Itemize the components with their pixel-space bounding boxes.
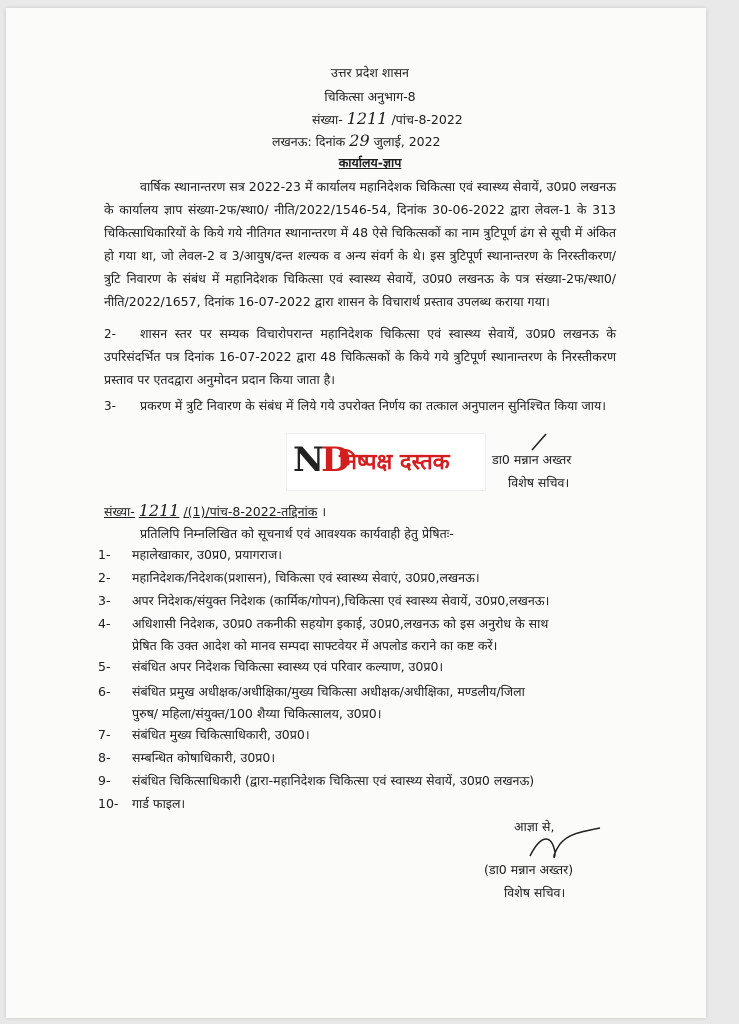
- number-handwritten: 1211: [346, 109, 388, 128]
- copy-number-label: संख्या-: [104, 504, 135, 519]
- signatory-2-name: (डा0 मन्नान अख्तर): [484, 862, 574, 877]
- list-item-number: 3-: [98, 593, 111, 608]
- number-suffix: /पांच-8-2022: [391, 112, 463, 127]
- list-item-text: संबंधित प्रमुख अधीक्षक/अधीक्षिका/मुख्य चिकित्सा अधीक्षक/अधीक्षिका, मण्डलीय/जिला: [132, 684, 525, 699]
- copy-number-suffix: /(1)/पांच-8-2022-तद्दिनांक: [183, 504, 318, 519]
- list-item-text-continued: प्रेषित कि उक्त आदेश को मानव सम्पदा साफ्टवेयर में अपलोड कराने का कष्ट करें।: [132, 638, 498, 653]
- newspaper-logo: [286, 433, 486, 491]
- header-date: [272, 132, 441, 151]
- copy-number-end: ।: [321, 504, 327, 519]
- list-item-number: 9-: [98, 773, 111, 788]
- copy-number: [104, 502, 326, 521]
- list-item-number: 6-: [98, 684, 111, 699]
- by-order: आज्ञा से,: [514, 819, 555, 834]
- date-label: लखनऊ: दिनांक: [272, 134, 346, 149]
- paragraph-3-text: प्रकरण में त्रुटि निवारण के संबंध में लिये गये उपरोक्त निर्णय का तत्काल अनुपालन सुनिश्चित किया जाय।: [140, 398, 607, 413]
- signature-scribble: [520, 826, 610, 866]
- paragraph-3-number: 3-: [104, 399, 116, 413]
- paragraph-2-text: शासन स्तर पर सम्यक विचारोपरान्त महानिदेशक चिकित्सा एवं स्वास्थ्य सेवायें, उ0प्र0 लखनऊ के उपरिसंदर्भित पत्र दिनांक 16-07-2022 द्वारा 48 चिकित्सकों के किये गये त्रुटिपूर्ण स्थानान्तरण के निरस्तीकरण प्रस्ताव पर एतदद्वारा अनुमोदन प्रदान किया जाता है।: [104, 326, 616, 387]
- logo-text: निष्पक्ष दस्तक: [339, 450, 450, 475]
- copy-intro: प्रतिलिपि निम्नलिखित को सूचनार्थ एवं आवश्यक कार्यवाही हेतु प्रेषितः-: [140, 526, 454, 541]
- header-section: चिकित्सा अनुभाग-8: [324, 89, 416, 104]
- copy-number-handwritten: 1211: [138, 501, 180, 520]
- header-number: [312, 110, 463, 129]
- date-suffix: जुलाई, 2022: [373, 134, 441, 149]
- list-item-text-continued: पुरुष/ महिला/संयुक्त/100 शैय्या चिकित्सालय, उ0प्र0।: [132, 706, 382, 721]
- signature-mark: [528, 430, 552, 452]
- paragraph-1: [104, 175, 616, 313]
- logo-monogram: ND: [293, 440, 348, 480]
- list-item-text: अपर निदेशक/संयुक्त निदेशक (कार्मिक/गोपन),चिकित्सा एवं स्वास्थ्य सेवायें, उ0प्र0,लखनऊ।: [132, 593, 550, 608]
- office-memo-title: कार्यालय-ज्ञाप: [338, 155, 402, 170]
- list-item-text: महालेखाकार, उ0प्र0, प्रयागराज।: [132, 547, 282, 562]
- list-item-text: गार्ड फाइल।: [132, 796, 186, 811]
- list-item-number: 8-: [98, 750, 111, 765]
- list-item-number: 4-: [98, 616, 111, 631]
- list-item-number: 7-: [98, 727, 111, 742]
- paragraph-2-number: 2-: [104, 327, 116, 341]
- list-item-text: संबंधित अपर निदेशक चिकित्सा स्वास्थ्य एवं परिवार कल्याण, उ0प्र0।: [132, 659, 444, 674]
- list-item-text: अधिशासी निदेशक, उ0प्र0 तकनीकी सहयोग इकाई, उ0प्र0,लखनऊ को इस अनुरोध के साथ: [132, 616, 549, 631]
- list-item-text: सम्बन्धित कोषाधिकारी, उ0प्र0।: [132, 750, 276, 765]
- signatory-name: डा0 मन्नान अख्तर: [492, 452, 572, 467]
- list-item-text: संबंधित चिकित्साधिकारी (द्वारा-महानिदेशक चिकित्सा एवं स्वास्थ्य सेवायें, उ0प्र0 लखनऊ): [132, 773, 535, 788]
- list-item-text: महानिदेशक/निदेशक(प्रशासन), चिकित्सा एवं स्वास्थ्य सेवाएं, उ0प्र0,लखनऊ।: [132, 570, 480, 585]
- paragraph-3: [104, 394, 616, 417]
- date-handwritten: 29: [349, 131, 370, 150]
- list-item-number: 1-: [98, 547, 111, 562]
- signatory-designation: विशेष सचिव।: [508, 475, 570, 490]
- paragraph-1-text: वार्षिक स्थानान्तरण सत्र 2022-23 में कार्यालय महानिदेशक चिकित्सा एवं स्वास्थ्य सेवायें, उ0प्र0 लखनऊ के कार्यालय ज्ञाप संख्या-2फ/स्था0/ नीति/2022/1546-54, दिनांक 30-06-2022 द्वारा लेवल-1 के 313 चिकित्साधिकारियों के किये गये नीतिगत स्थानान्तरण में 48 ऐसे चिकित्सकों का नाम त्रुटिपूर्ण ढंग से सूची में अंकित हो गया था, जो लेवल-2 व 3/आयुष/दन्त शल्यक व अन्य संवर्ग के थे। इस त्रुटिपूर्ण स्थानान्तरण के निरस्तीकरण/त्रुटि निवारण के संबंध में महानिदेशक चिकित्सा एवं स्वास्थ्य सेवायें, उ0प्र0 लखनऊ के पत्र संख्या-2फ/स्था0/ नीति/2022/1657, दिनांक 16-07-2022 द्वारा शासन के विचारार्थ प्रस्ताव उपलब्ध कराया गया।: [104, 179, 616, 309]
- header-government: उत्तर प्रदेश शासन: [331, 65, 409, 80]
- list-item-text: संबंधित मुख्य चिकित्साधिकारी, उ0प्र0।: [132, 727, 310, 742]
- signatory-2-designation: विशेष सचिव।: [504, 885, 566, 900]
- list-item-number: 2-: [98, 570, 111, 585]
- list-item-number: 5-: [98, 659, 111, 674]
- list-item-number: 10-: [98, 796, 119, 811]
- paragraph-2: [104, 322, 616, 391]
- number-label: संख्या-: [312, 112, 343, 127]
